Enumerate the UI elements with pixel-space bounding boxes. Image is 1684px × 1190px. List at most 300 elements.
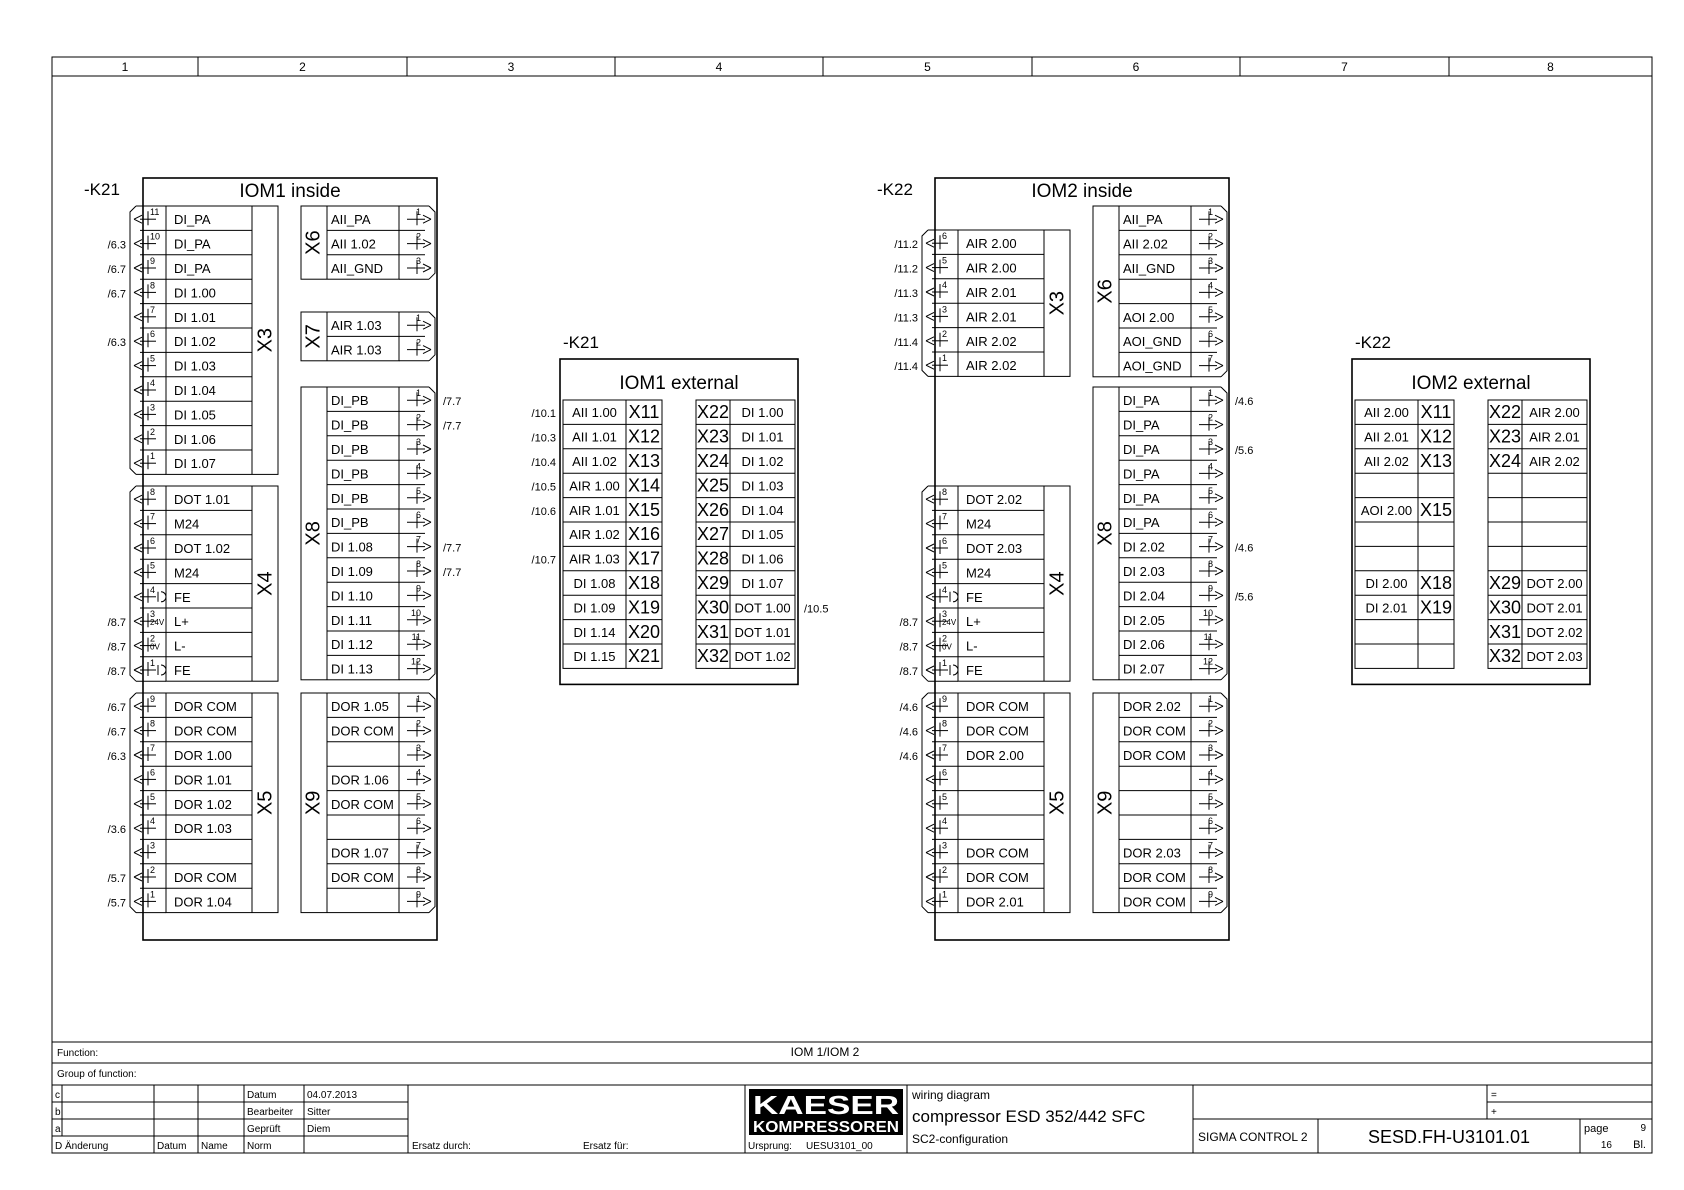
eq-sign: = xyxy=(1491,1090,1497,1101)
rev-footer-name: Name xyxy=(201,1141,228,1152)
pin-number: 7 xyxy=(415,534,421,545)
pin xyxy=(1215,571,1223,575)
pin xyxy=(1215,702,1223,706)
pin-number: 4 xyxy=(1207,767,1213,778)
cross-reference: /5.7 xyxy=(107,897,126,910)
pin xyxy=(134,366,142,370)
external-connector-id: X31 xyxy=(1488,621,1522,642)
pin xyxy=(926,706,934,710)
signal-label: DOR 1.03 xyxy=(174,821,232,837)
external-connector-id: X22 xyxy=(1488,402,1522,423)
signal-label: DOR 1.06 xyxy=(331,772,389,788)
pin xyxy=(1215,518,1223,522)
signal-label: AOI_GND xyxy=(1123,358,1182,374)
pin xyxy=(134,410,142,414)
column-number: 2 xyxy=(299,60,306,74)
signal-label: DI 1.03 xyxy=(174,358,216,374)
cross-reference: /4.6 xyxy=(1235,542,1254,555)
cross-reference: /10.3 xyxy=(531,432,556,445)
pin xyxy=(1215,240,1223,244)
pin-number: 6 xyxy=(1207,510,1213,521)
pin-number: 9 xyxy=(1207,583,1213,594)
external-connector-id: X25 xyxy=(696,475,730,496)
cross-reference: /6.7 xyxy=(107,288,126,301)
pin xyxy=(134,524,142,528)
signal-label: DI_PA xyxy=(1123,490,1160,506)
signal-label: DI 1.10 xyxy=(331,588,373,604)
signal-label: DI 1.09 xyxy=(331,564,373,579)
pin xyxy=(134,439,142,443)
external-connector-id: X19 xyxy=(1419,597,1453,618)
pin xyxy=(1215,901,1223,905)
ursprung-label: Ursprung: xyxy=(748,1141,792,1152)
pin-number: 5 xyxy=(1207,791,1213,802)
external-connector-id: X18 xyxy=(1419,573,1453,593)
pin xyxy=(926,755,934,759)
pin-number: 3 xyxy=(942,304,948,315)
external-signal: DI 1.15 xyxy=(573,649,616,665)
external-signal: AOI 2.00 xyxy=(1360,502,1413,518)
external-signal: DI 1.07 xyxy=(741,576,784,591)
signal-label: AIR 2.02 xyxy=(966,333,1017,349)
pin-number: 2 xyxy=(942,865,948,875)
pin xyxy=(926,617,934,621)
pin xyxy=(423,665,431,669)
earth-icon xyxy=(953,592,958,602)
pin xyxy=(134,804,142,808)
geprueft-label: Geprüft xyxy=(247,1124,281,1135)
connector-label: X8 xyxy=(302,521,325,546)
signal-label: DI_PA xyxy=(1123,466,1160,482)
column-number: 1 xyxy=(121,60,129,74)
pin xyxy=(134,901,142,905)
external-signal: DI 2.00 xyxy=(1365,576,1408,591)
pin xyxy=(423,779,431,783)
cross-reference: /10.7 xyxy=(531,554,556,567)
pin xyxy=(423,445,431,449)
pin xyxy=(423,325,431,329)
pin xyxy=(1215,828,1223,832)
external-signal: DI 1.14 xyxy=(573,624,616,640)
pin xyxy=(1215,591,1223,595)
pin xyxy=(926,824,934,828)
pin xyxy=(423,567,431,571)
pin xyxy=(926,264,934,268)
pin xyxy=(1215,665,1223,669)
external-connector-id: X11 xyxy=(1420,402,1452,423)
pin-number: 6 xyxy=(415,816,421,827)
pin-number: 3 xyxy=(1207,256,1213,266)
external-signal: DI 1.02 xyxy=(741,454,784,469)
cross-reference: /11.3 xyxy=(894,288,918,300)
rev-footer-norm: Norm xyxy=(247,1141,272,1152)
external-connector-id: X12 xyxy=(627,426,661,447)
pin-number: 4 xyxy=(942,816,948,827)
cross-reference: /11.2 xyxy=(894,239,918,252)
pin xyxy=(134,670,142,674)
pin-number: 8 xyxy=(150,280,156,291)
pin xyxy=(926,524,934,528)
pin xyxy=(423,547,431,551)
pin xyxy=(134,520,142,524)
pin xyxy=(134,292,142,296)
voltage-label: 0V xyxy=(150,642,160,652)
external-signal: DI 1.01 xyxy=(741,429,784,445)
signal-label: FE xyxy=(966,589,983,605)
signal-label: DOR 1.01 xyxy=(174,772,232,788)
pin xyxy=(1215,421,1223,425)
pin xyxy=(926,288,934,292)
pin xyxy=(1215,849,1223,853)
pin-number: 1 xyxy=(1207,388,1213,399)
external-module-title: IOM1 external xyxy=(619,373,739,394)
pin-number: 3 xyxy=(942,609,948,620)
pin-number: 6 xyxy=(150,767,156,778)
signal-label: DI 1.01 xyxy=(174,309,216,325)
pin xyxy=(926,670,934,674)
external-connector-id: X30 xyxy=(696,597,730,618)
column-number: 5 xyxy=(924,60,931,74)
earth-icon xyxy=(950,592,958,602)
pin xyxy=(423,219,431,223)
pin xyxy=(134,597,142,601)
pin xyxy=(423,800,431,804)
signal-label: DI_PB xyxy=(331,515,369,531)
pin-number: 8 xyxy=(942,718,948,729)
signal-label: DOR 1.04 xyxy=(174,894,232,910)
cross-reference: /8.7 xyxy=(899,641,918,654)
external-connector-id: X13 xyxy=(1419,451,1453,471)
pin xyxy=(423,873,431,877)
pin xyxy=(926,731,934,735)
pin-number: 1 xyxy=(1207,207,1213,218)
pin xyxy=(423,897,431,901)
connector-label: X4 xyxy=(254,571,277,596)
pin-number: 10 xyxy=(1202,607,1213,618)
pin-number: 2 xyxy=(150,865,156,875)
pin xyxy=(134,544,142,548)
datum-value: 04.07.2013 xyxy=(307,1090,358,1101)
pin-number: 5 xyxy=(942,791,948,802)
k22-inside-title: IOM2 inside xyxy=(1031,181,1133,202)
external-connector-id: X32 xyxy=(1488,646,1522,667)
pin-number: 4 xyxy=(415,461,421,472)
pin xyxy=(926,520,934,524)
pin xyxy=(423,268,431,272)
cross-reference: /8.7 xyxy=(899,666,918,678)
group-of-function-label: Group of function: xyxy=(57,1069,137,1080)
pin xyxy=(134,751,142,755)
pin xyxy=(134,572,142,576)
pin xyxy=(134,617,142,621)
pin xyxy=(134,828,142,832)
pin xyxy=(1215,268,1223,272)
pin xyxy=(926,901,934,905)
pin xyxy=(423,849,431,853)
signal-label: DI_PA xyxy=(1123,442,1160,457)
k21-inside-title: IOM1 inside xyxy=(239,181,341,202)
cross-reference: /4.6 xyxy=(899,702,918,715)
pin xyxy=(423,706,431,710)
rev-footer-change: D Änderung xyxy=(55,1141,109,1152)
signal-label: DOR 2.00 xyxy=(966,748,1024,763)
pin xyxy=(926,568,934,572)
signal-label: DI 2.03 xyxy=(1123,564,1165,579)
pin xyxy=(926,548,934,552)
signal-label: DI_PB xyxy=(331,490,369,506)
signal-label: AIR 2.01 xyxy=(966,285,1017,300)
pin-number: 1 xyxy=(150,451,156,462)
cross-reference: /11.3 xyxy=(894,312,918,325)
external-connector-id: X26 xyxy=(696,499,730,520)
pin xyxy=(423,616,431,620)
pin xyxy=(926,268,934,272)
pin xyxy=(926,751,934,755)
connector-label: X6 xyxy=(302,230,325,255)
cross-reference: /10.1 xyxy=(531,408,556,421)
pin xyxy=(1215,779,1223,783)
pin xyxy=(134,593,142,597)
pin xyxy=(926,877,934,881)
pin xyxy=(1215,522,1223,526)
pin xyxy=(1215,366,1223,370)
signal-label: DI 2.06 xyxy=(1123,637,1165,653)
external-signal: DOT 1.02 xyxy=(734,649,791,665)
pin xyxy=(926,365,934,369)
signal-label: DI 1.05 xyxy=(174,407,216,423)
external-connector-id: X13 xyxy=(627,451,661,471)
pin-number: 5 xyxy=(150,353,156,364)
pin-number: 8 xyxy=(150,487,156,498)
pin-number: 9 xyxy=(415,889,421,900)
signal-label: DOR 1.07 xyxy=(331,845,389,861)
cross-reference: /6.3 xyxy=(107,239,126,252)
cross-reference: /11.4 xyxy=(894,336,918,349)
pin xyxy=(1215,449,1223,453)
pin-number: 6 xyxy=(415,510,421,521)
cross-reference: /6.3 xyxy=(107,751,126,763)
connector-label: X8 xyxy=(1094,521,1117,546)
connector-label: X3 xyxy=(254,327,277,353)
pin xyxy=(134,463,142,467)
pin-number: 1 xyxy=(415,207,421,218)
connector-label: X6 xyxy=(1094,279,1117,304)
k22-external-ref: -K22 xyxy=(1355,333,1391,352)
pin xyxy=(926,828,934,832)
external-signal: DOT 2.01 xyxy=(1526,600,1583,616)
pin xyxy=(1215,425,1223,429)
signal-label: L- xyxy=(966,638,978,654)
external-connector-id: X22 xyxy=(696,402,730,423)
pin xyxy=(134,459,142,463)
column-header xyxy=(122,57,1555,76)
pin xyxy=(134,240,142,244)
pin-number: 2 xyxy=(942,633,948,644)
cross-reference: /6.3 xyxy=(107,337,126,350)
pin xyxy=(423,498,431,502)
k22-ref: -K22 xyxy=(877,180,913,199)
signal-label: DI 1.08 xyxy=(331,539,373,555)
signal-label: DOR 1.02 xyxy=(174,796,232,812)
column-number: 6 xyxy=(1132,60,1140,74)
signal-label: AIR 2.01 xyxy=(966,309,1017,325)
rev-row-c: c xyxy=(55,1090,60,1101)
pin xyxy=(1215,264,1223,268)
pin xyxy=(1215,853,1223,857)
pin xyxy=(926,361,934,365)
cross-reference: /6.7 xyxy=(107,264,126,276)
pin xyxy=(1215,775,1223,779)
cross-reference: /4.6 xyxy=(1235,396,1254,409)
external-signal: AII 1.02 xyxy=(572,454,617,469)
external-connector-id: X17 xyxy=(627,548,661,569)
pin xyxy=(926,593,934,597)
pin xyxy=(1215,567,1223,571)
pin-number: 2 xyxy=(942,328,948,339)
pin-number: 6 xyxy=(1207,329,1213,340)
pin xyxy=(1215,804,1223,808)
pin xyxy=(1215,473,1223,477)
signal-label: DOT 2.03 xyxy=(966,541,1023,556)
signal-label: DI_PA xyxy=(1123,417,1160,433)
pin-number: 5 xyxy=(1207,304,1213,315)
pin xyxy=(423,804,431,808)
cross-reference: /7.7 xyxy=(443,396,462,409)
pin-number: 12 xyxy=(1202,656,1213,667)
signal-label: AOI 2.00 xyxy=(1123,309,1175,325)
pin-number: 11 xyxy=(1203,632,1213,643)
pin xyxy=(134,215,142,219)
pin xyxy=(1215,800,1223,804)
pin-number: 11 xyxy=(411,632,421,643)
signal-label: M24 xyxy=(174,565,200,581)
external-signal: AIR 1.02 xyxy=(569,527,620,543)
cross-reference: /7.7 xyxy=(443,542,462,555)
pin xyxy=(1215,244,1223,248)
cross-reference: /10.5 xyxy=(531,481,556,494)
pin xyxy=(423,425,431,429)
signal-label: DOT 1.02 xyxy=(174,541,231,556)
pin-number: 2 xyxy=(415,337,421,348)
pin xyxy=(1215,543,1223,547)
pin xyxy=(926,316,934,320)
pin xyxy=(1215,396,1223,400)
pin-number: 4 xyxy=(942,584,948,595)
pin xyxy=(134,877,142,881)
cross-reference: /3.6 xyxy=(107,824,126,837)
pin-number: 2 xyxy=(415,231,421,242)
cross-reference: /8.7 xyxy=(107,666,126,678)
pin-number: 3 xyxy=(415,437,421,447)
pin-number: 2 xyxy=(1207,718,1213,729)
description-line3: SC2-configuration xyxy=(912,1132,1009,1146)
pin xyxy=(134,897,142,901)
pin xyxy=(423,775,431,779)
signal-label: DOR COM xyxy=(1123,870,1186,885)
pin xyxy=(134,495,142,499)
pin-number: 2 xyxy=(150,633,156,644)
cross-reference: /8.7 xyxy=(899,617,918,630)
signal-label: DI 1.04 xyxy=(174,383,216,398)
signal-label: DOR COM xyxy=(966,845,1029,861)
signal-label: DI_PB xyxy=(331,466,369,482)
signal-label: DI_PB xyxy=(331,442,369,457)
signal-label: FE xyxy=(966,663,983,678)
signal-label: DI_PA xyxy=(1123,393,1160,409)
pin xyxy=(1215,498,1223,502)
pin xyxy=(134,499,142,503)
pin-number: 1 xyxy=(1207,694,1213,705)
pin-number: 3 xyxy=(415,256,421,266)
pin-number: 1 xyxy=(415,694,421,705)
pin-number: 3 xyxy=(1207,743,1213,753)
signal-label: DOR COM xyxy=(331,723,394,739)
pin-number: 7 xyxy=(1207,534,1213,545)
pin xyxy=(423,751,431,755)
pin xyxy=(1215,669,1223,673)
connector-label: X5 xyxy=(254,790,277,816)
pin xyxy=(134,775,142,779)
pin-number: 5 xyxy=(415,485,421,496)
external-signal: AII 2.02 xyxy=(1364,454,1409,469)
pin xyxy=(926,804,934,808)
pin-number: 4 xyxy=(150,378,156,388)
terminal-strip xyxy=(922,230,928,376)
pin xyxy=(926,572,934,576)
pin-number: 7 xyxy=(150,304,156,315)
external-signal: DOT 1.00 xyxy=(734,600,791,616)
pin xyxy=(926,292,934,296)
pin xyxy=(926,702,934,706)
signal-label: DI 2.05 xyxy=(1123,612,1165,628)
cross-reference: /10.6 xyxy=(531,505,556,518)
pin xyxy=(423,644,431,648)
ersatz-durch: Ersatz durch: xyxy=(412,1141,471,1152)
sheets-label: Bl. xyxy=(1633,1139,1646,1151)
signal-label: DI_PB xyxy=(331,417,369,433)
signal-label: DOR COM xyxy=(174,870,237,885)
external-signal: AIR 2.01 xyxy=(1529,429,1580,445)
pin xyxy=(423,543,431,547)
pin-number: 8 xyxy=(150,718,156,729)
plus-sign: + xyxy=(1491,1107,1497,1118)
pin xyxy=(1215,469,1223,473)
pin xyxy=(134,435,142,439)
pin xyxy=(926,727,934,731)
datum-label: Datum xyxy=(247,1090,277,1101)
pin xyxy=(423,571,431,575)
signal-label: DI 1.07 xyxy=(174,456,216,472)
signal-label: M24 xyxy=(174,516,200,532)
cross-reference: /4.6 xyxy=(899,751,918,763)
page-label: page xyxy=(1584,1123,1609,1135)
signal-label: DOR 1.05 xyxy=(331,699,389,715)
earth-icon xyxy=(161,592,166,602)
pin-number: 6 xyxy=(1207,816,1213,827)
ursprung-value: UESU3101_00 xyxy=(806,1141,873,1152)
pin xyxy=(926,495,934,499)
column-number: 3 xyxy=(507,60,515,74)
external-signal: AIR 1.01 xyxy=(569,502,620,518)
pin xyxy=(134,390,142,394)
external-signal: DI 1.04 xyxy=(741,502,784,518)
terminal-strip xyxy=(922,486,928,681)
pin xyxy=(134,646,142,650)
pin xyxy=(1215,751,1223,755)
signal-label: DI_PA xyxy=(174,261,211,276)
signal-label: FE xyxy=(174,589,191,605)
pin xyxy=(926,897,934,901)
